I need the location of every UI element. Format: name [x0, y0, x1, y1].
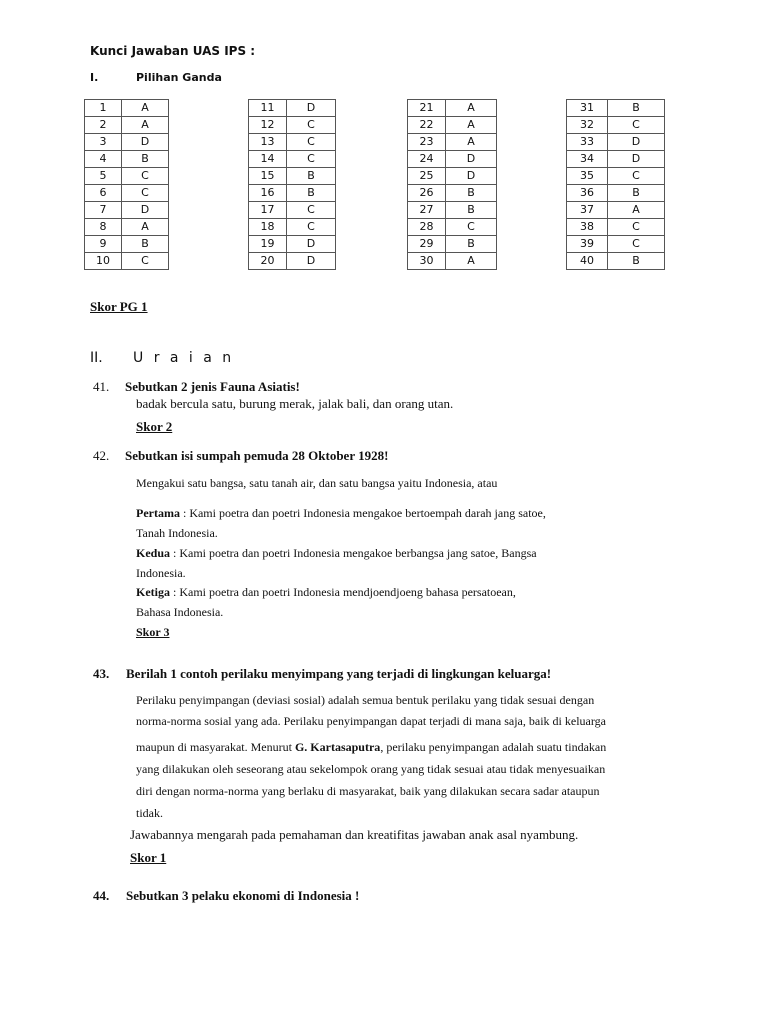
answer-table-1 — [84, 99, 169, 270]
answer-row — [249, 134, 336, 151]
answer-row — [408, 100, 497, 117]
answer-row — [249, 100, 336, 117]
q44-question: Sebutkan 3 pelaku ekonomi di Indonesia ! — [126, 888, 360, 903]
question-number-cell: 22 — [408, 117, 446, 134]
question-number-cell: 27 — [408, 202, 446, 219]
answer-cell: B — [287, 185, 336, 202]
answer-row — [249, 236, 336, 253]
answer-table-3 — [407, 99, 497, 270]
answer-cell: C — [122, 168, 169, 185]
q43-line-5: diri dengan norma-norma yang berlaku di masyarakat, baik yang dilakukan secara sadar ataupun — [136, 784, 600, 798]
question-number-cell: 2 — [85, 117, 122, 134]
answer-row — [567, 202, 665, 219]
question-number-cell: 3 — [85, 134, 122, 151]
answer-row — [85, 100, 169, 117]
answer-row — [408, 185, 497, 202]
question-number-cell: 21 — [408, 100, 446, 117]
question-number-cell: 10 — [85, 253, 122, 270]
q42-score: Skor 3 — [136, 625, 170, 639]
answer-cell: C — [287, 117, 336, 134]
q41-number: 41. — [93, 379, 110, 394]
question-number-cell: 24 — [408, 151, 446, 168]
answer-cell: C — [608, 168, 665, 185]
section2-numeral: II. — [90, 350, 103, 366]
question-number-cell: 8 — [85, 219, 122, 236]
q43-line-3c: , perilaku penyimpangan adalah suatu tindakan — [380, 740, 607, 754]
answer-cell: C — [287, 134, 336, 151]
question-number-cell: 19 — [249, 236, 287, 253]
answer-row — [408, 134, 497, 151]
question-number-cell: 36 — [567, 185, 608, 202]
answer-cell: B — [446, 185, 497, 202]
question-number-cell: 32 — [567, 117, 608, 134]
answer-cell: A — [446, 117, 497, 134]
ketiga-text: : Kami poetra dan poetri Indonesia mendjoendjoeng bahasa persatoean, — [170, 585, 516, 599]
answer-row — [567, 236, 665, 253]
answer-cell: C — [608, 219, 665, 236]
answer-row — [408, 253, 497, 270]
answer-row — [567, 219, 665, 236]
answer-row — [85, 236, 169, 253]
answer-row — [408, 202, 497, 219]
q42-pertama — [136, 506, 546, 521]
question-number-cell: 7 — [85, 202, 122, 219]
answer-row — [249, 185, 336, 202]
answer-cell: B — [446, 236, 497, 253]
question-number-cell: 26 — [408, 185, 446, 202]
question-number-cell: 18 — [249, 219, 287, 236]
answer-cell: C — [122, 253, 169, 270]
question-number-cell: 14 — [249, 151, 287, 168]
answer-cell: C — [608, 236, 665, 253]
q41-answer: badak bercula satu, burung merak, jalak bali, dan orang utan. — [136, 396, 454, 411]
question-number-cell: 33 — [567, 134, 608, 151]
question-number-cell: 23 — [408, 134, 446, 151]
answer-row — [85, 202, 169, 219]
pertama-label: Pertama — [136, 506, 180, 520]
answer-cell: B — [122, 151, 169, 168]
answer-cell: D — [287, 236, 336, 253]
answer-row — [85, 253, 169, 270]
question-number-cell: 34 — [567, 151, 608, 168]
answer-row — [567, 151, 665, 168]
answer-cell: A — [122, 117, 169, 134]
section1-heading: Pilihan Ganda — [136, 71, 222, 84]
question-number-cell: 38 — [567, 219, 608, 236]
answer-row — [85, 168, 169, 185]
q43-line-1: Perilaku penyimpangan (deviasi sosial) adalah semua bentuk perilaku yang tidak sesuai dengan — [136, 693, 595, 707]
answer-row — [85, 117, 169, 134]
question-number-cell: 11 — [249, 100, 287, 117]
answer-cell: D — [287, 100, 336, 117]
q43-number: 43. — [93, 666, 110, 681]
question-number-cell: 40 — [567, 253, 608, 270]
q41-question: Sebutkan 2 jenis Fauna Asiatis! — [125, 379, 300, 394]
q43-score: Skor 1 — [130, 850, 167, 865]
answer-cell: D — [446, 151, 497, 168]
pertama-cont: Tanah Indonesia. — [136, 526, 218, 540]
q43-line-3a: maupun di masyarakat. Menurut — [136, 740, 295, 754]
question-number-cell: 30 — [408, 253, 446, 270]
question-number-cell: 4 — [85, 151, 122, 168]
q43-line-2: norma-norma sosial yang ada. Perilaku penyimpangan dapat terjadi di mana saja, baik di keluarga — [136, 714, 606, 728]
ketiga-label: Ketiga — [136, 585, 170, 599]
answer-cell: B — [608, 185, 665, 202]
answer-row — [408, 151, 497, 168]
answer-row — [408, 219, 497, 236]
answer-row — [567, 253, 665, 270]
answer-cell: C — [446, 219, 497, 236]
author-name: G. Kartasaputra — [294, 740, 381, 754]
q43-line-4: yang dilakukan oleh seseorang atau sekelompok orang yang tidak sesuai atau tidak menyesuaikan — [136, 762, 606, 776]
answer-table-4 — [566, 99, 665, 270]
answer-cell: D — [287, 253, 336, 270]
q43-line-6: tidak. — [136, 806, 163, 820]
answer-row — [567, 117, 665, 134]
question-number-cell: 1 — [85, 100, 122, 117]
answer-cell: B — [608, 100, 665, 117]
answer-cell: B — [287, 168, 336, 185]
answer-cell: B — [446, 202, 497, 219]
question-number-cell: 16 — [249, 185, 287, 202]
question-number-cell: 20 — [249, 253, 287, 270]
answer-cell: A — [446, 100, 497, 117]
answer-cell: D — [608, 151, 665, 168]
answer-row — [249, 168, 336, 185]
answer-cell: A — [608, 202, 665, 219]
answer-cell: C — [287, 219, 336, 236]
ketiga-cont: Bahasa Indonesia. — [136, 605, 224, 619]
q42-ketiga — [136, 585, 516, 600]
answer-row — [85, 134, 169, 151]
answer-row — [85, 219, 169, 236]
pertama-text: : Kami poetra dan poetri Indonesia mengakoe bertoempah darah jang satoe, — [179, 506, 546, 520]
kedua-text: : Kami poetra dan poetri Indonesia mengakoe berbangsa jang satoe, Bangsa — [170, 546, 537, 560]
answer-cell: A — [446, 253, 497, 270]
answer-cell: C — [608, 117, 665, 134]
answer-row — [567, 134, 665, 151]
question-number-cell: 25 — [408, 168, 446, 185]
answer-cell: D — [122, 134, 169, 151]
kedua-label: Kedua — [136, 546, 171, 560]
question-number-cell: 31 — [567, 100, 608, 117]
section1-numeral: I. — [90, 71, 99, 84]
answer-row — [249, 202, 336, 219]
q44-number: 44. — [93, 888, 110, 903]
question-number-cell: 39 — [567, 236, 608, 253]
question-number-cell: 17 — [249, 202, 287, 219]
answer-row — [249, 253, 336, 270]
answer-row — [249, 117, 336, 134]
answer-cell: A — [446, 134, 497, 151]
score-pg: Skor PG 1 — [90, 299, 148, 314]
question-number-cell: 6 — [85, 185, 122, 202]
answer-cell: C — [122, 185, 169, 202]
answer-row — [567, 168, 665, 185]
answer-row — [408, 117, 497, 134]
q43-line-3 — [136, 740, 606, 755]
q42-number: 42. — [93, 448, 110, 463]
answer-row — [567, 185, 665, 202]
answer-row — [408, 236, 497, 253]
answer-cell: A — [122, 219, 169, 236]
q41-score: Skor 2 — [136, 419, 173, 434]
answer-cell: D — [446, 168, 497, 185]
answer-cell: D — [122, 202, 169, 219]
document-title: Kunci Jawaban UAS IPS : — [90, 44, 256, 58]
answer-cell: B — [608, 253, 665, 270]
q42-question: Sebutkan isi sumpah pemuda 28 Oktober 1928! — [125, 448, 389, 463]
answer-row — [85, 185, 169, 202]
answer-cell: A — [122, 100, 169, 117]
answer-row — [408, 168, 497, 185]
question-number-cell: 15 — [249, 168, 287, 185]
answer-table-2 — [248, 99, 336, 270]
kedua-cont: Indonesia. — [136, 566, 186, 580]
question-number-cell: 37 — [567, 202, 608, 219]
question-number-cell: 28 — [408, 219, 446, 236]
answer-cell: B — [122, 236, 169, 253]
answer-row — [249, 151, 336, 168]
answer-cell: D — [608, 134, 665, 151]
answer-cell: C — [287, 202, 336, 219]
question-number-cell: 12 — [249, 117, 287, 134]
question-number-cell: 5 — [85, 168, 122, 185]
q42-intro: Mengakui satu bangsa, satu tanah air, dan satu bangsa yaitu Indonesia, atau — [136, 476, 498, 490]
question-number-cell: 9 — [85, 236, 122, 253]
question-number-cell: 35 — [567, 168, 608, 185]
answer-row — [249, 219, 336, 236]
question-number-cell: 13 — [249, 134, 287, 151]
answer-cell: C — [287, 151, 336, 168]
q42-kedua — [136, 546, 537, 561]
answer-row — [567, 100, 665, 117]
q43-note: Jawabannya mengarah pada pemahaman dan kreatifitas jawaban anak asal nyambung. — [130, 827, 579, 842]
q43-question: Berilah 1 contoh perilaku menyimpang yang terjadi di lingkungan keluarga! — [126, 666, 552, 681]
section2-heading: U r a i a n — [133, 350, 235, 366]
question-number-cell: 29 — [408, 236, 446, 253]
answer-row — [85, 151, 169, 168]
